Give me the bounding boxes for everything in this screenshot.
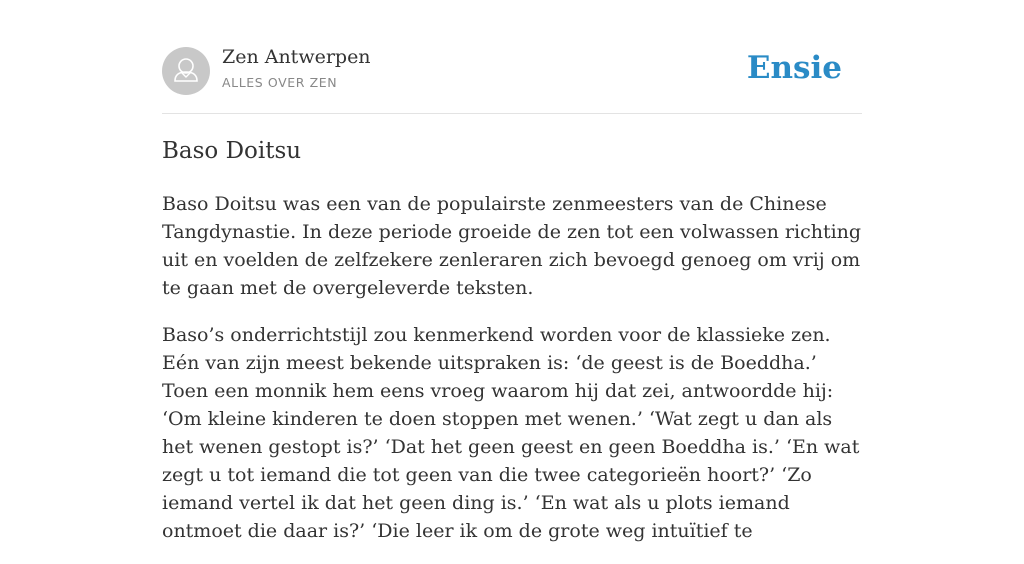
author-subtitle: ALLES OVER ZEN bbox=[222, 75, 338, 90]
content-container bbox=[162, 0, 862, 542]
article-paragraph-2: Baso’s onderrichtstijl zou kenmerkend worden voor de klassieke zen. Eén van zijn meest bekende uitspraken is: ‘de geest is de Boeddha.’ Toen een monnik hem eens vroeg waarom hij dat zei, antwoordde hij: ‘Om kleine kinderen te doen stoppen met wenen.’ ‘Wat zegt u dan als het wenen gestopt is?’ ‘Dat het geen geest en geen Boeddha is.’ ‘En wat zegt u tot iemand die tot geen van die twee categorieën hoort?’ ‘Zo iemand vertel ik dat het geen ding is.’ ‘En wat als u plots iemand ontmoet die daar is?’ ‘Die leer ik om de grote weg intuïtief te bbox=[162, 324, 860, 542]
user-avatar-icon[interactable] bbox=[162, 47, 210, 95]
page-header bbox=[162, 0, 862, 114]
article-body bbox=[162, 190, 862, 564]
article-title: Baso Doitsu bbox=[162, 138, 302, 164]
author-name[interactable]: Zen Antwerpen bbox=[222, 46, 371, 68]
ensie-logo[interactable]: Ensie bbox=[746, 50, 842, 86]
article-paragraph-1: Baso Doitsu was een van de populairste zenmeesters van de Chinese Tangdynastie. In deze periode groeide de zen tot een volwassen richting uit en voelden de zelfzekere zenleraren zich bevoegd genoeg om vrij om te gaan met de overgeleverde teksten. bbox=[162, 193, 862, 299]
